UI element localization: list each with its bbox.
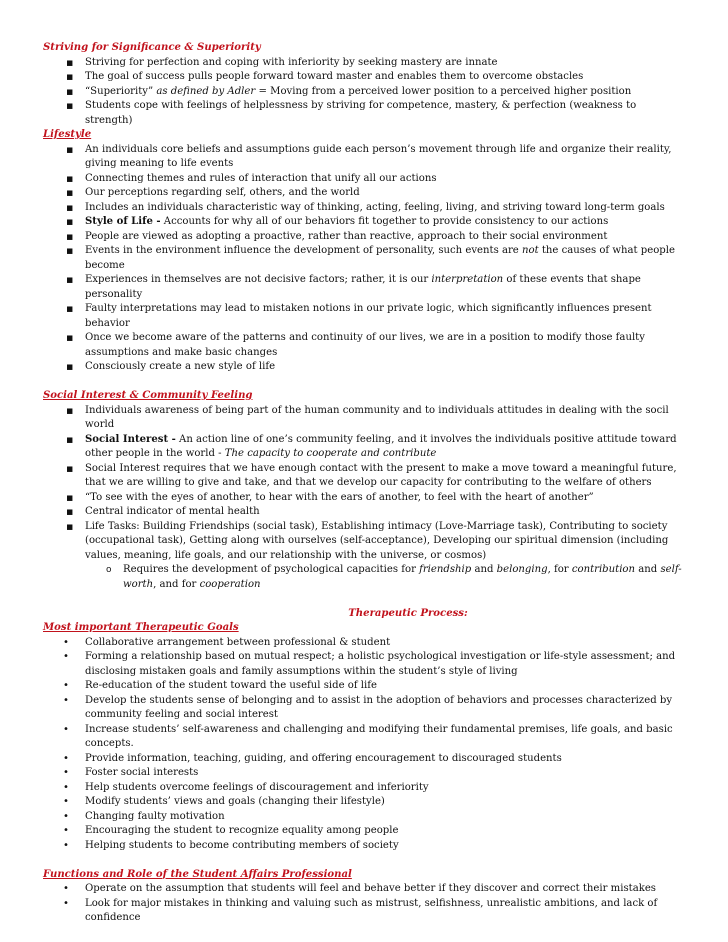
therapeutic-process-title: Therapeutic Process: — [348, 607, 468, 619]
functions-list — [43, 882, 683, 926]
social-interest-def: An action line of one’s community feeling, and it involves the individuals positive attitude toward other people in the world - — [85, 433, 677, 459]
list-item: • Operate on the assumption that students will feel and behave better if they discover and correct their mistakes — [43, 882, 683, 897]
list-item: ▪ Striving for perfection and coping with inferiority by seeking mastery are innate — [43, 56, 683, 71]
list-item: ▪ Life Tasks: Building Friendships (social task), Establishing intimacy (Love-Marriage task), Contributing to society (occupational task), Getting along with ourselves (self-acceptance), Developing our spiritual dimension (including values, meaning, life goals, and our relationship with the universe, or cosmos) — [43, 520, 683, 564]
sub-contribution: contribution — [571, 564, 636, 575]
events-a: Events in the environment influence the development of personality, such events are — [85, 245, 519, 256]
superiority-by: as defined by Adler — [156, 85, 256, 97]
list-item — [43, 273, 683, 302]
list-item: • Helping students to become contributing members of society — [43, 839, 683, 854]
list-item: ▪ Social Interest requires that we have enough contact with the present to make a move toward a meaningful future, that we are willing to give and take, and that we develop our capacity for contributing to the welfare of others — [43, 462, 683, 491]
section-heading-social: Social Interest & Community Feeling — [43, 390, 253, 401]
section-heading-lifestyle: Lifestyle — [43, 129, 92, 140]
exp-interpretation: interpretation — [431, 274, 504, 285]
list-item: • Look for major mistakes in thinking and valuing such as mistrust, selfishness, unrealistic ambitions, and lack of confidence — [43, 897, 683, 926]
sub-and: and — [474, 564, 494, 575]
section-heading-goals: Most important Therapeutic Goals — [43, 622, 239, 633]
exp-b: of these events that shape personality — [85, 274, 641, 300]
list-item: • Collaborative arrangement between professional & student — [43, 636, 683, 651]
sub-text: Requires the development of psychological capacities for — [123, 564, 416, 575]
section-heading-striving: Striving for Significance & Superiority — [43, 42, 261, 53]
sub-cooperation: cooperation — [199, 578, 261, 590]
list-item: • Provide information, teaching, guiding, and offering encouragement to discouraged students — [43, 752, 683, 767]
list-item: ▪ An individuals core beliefs and assumptions guide each person’s movement through life and organize their reality, giving meaning to life events — [43, 143, 683, 172]
list-item: ▪ “To see with the eyes of another, to hear with the ears of another, to feel with the heart of another” — [43, 491, 683, 506]
superiority-rest: = Moving from a perceived lower position to a perceived higher position — [258, 85, 632, 97]
sub-belonging: belonging — [496, 564, 548, 575]
list-item: ▪ Central indicator of mental health — [43, 505, 683, 520]
list-item: ▪ The goal of success pulls people forward toward master and enables them to overcome obstacles — [43, 70, 683, 85]
list-item: ▪ Individuals awareness of being part of the human community and to individuals attitudes in dealing with the socil world — [43, 404, 683, 433]
striving-list — [43, 56, 683, 129]
sub-self-worth: self-worth — [123, 564, 682, 590]
list-item: • Forming a relationship based on mutual respect; a holistic psychological investigation or life-style assessment; and disclosing mistaken goals and family assumptions within the student’s style of living — [43, 650, 683, 679]
goals-list — [43, 636, 683, 854]
superiority-quote: “Superiority” — [85, 85, 154, 97]
list-item: • Modify students’ views and goals (changing their lifestyle) — [43, 795, 683, 810]
list-item — [43, 85, 683, 100]
social-list — [43, 404, 683, 593]
document-page — [43, 41, 683, 926]
social-interest-term: Social Interest - — [85, 433, 176, 445]
list-item — [43, 433, 683, 462]
list-item — [43, 244, 683, 273]
list-item: • Changing faulty motivation — [43, 810, 683, 825]
list-item: ▪ Faulty interpretations may lead to mistaken notions in our private logic, which significantly influences present behavior — [43, 302, 683, 331]
list-item — [43, 215, 683, 230]
list-item: • Encouraging the student to recognize equality among people — [43, 824, 683, 839]
exp-a: Experiences in themselves are not decisive factors; rather, it is our — [85, 274, 429, 285]
style-of-life-def: Accounts for why all of our behaviors fit together to provide consistency to our actions — [163, 216, 609, 227]
therapeutic-process-heading — [43, 607, 683, 622]
list-item: • Help students overcome feelings of discouragement and inferiority — [43, 781, 683, 796]
list-item: • Develop the students sense of belonging and to assist in the adoption of behaviors and processes characterized by community feeling and social interest — [43, 694, 683, 723]
list-item: ▪ Connecting themes and rules of interaction that unify all our actions — [43, 172, 683, 187]
style-of-life-term: Style of Life - — [85, 216, 161, 227]
list-item: ▪ Includes an individuals characteristic way of thinking, acting, feeling, living, and striving toward long-term goals — [43, 201, 683, 216]
social-interest-capacity: The capacity to cooperate and contribute — [224, 448, 437, 459]
sub-and: and — [638, 564, 658, 575]
events-not: not — [522, 245, 539, 256]
sub-for: , for — [547, 564, 569, 575]
list-item: • Increase students’ self-awareness and challenging and modifying their fundamental premises, life goals, and basic concepts. — [43, 723, 683, 752]
list-item: ▪ Students cope with feelings of helplessness by striving for competence, mastery, & perfection (weakness to strength) — [43, 99, 683, 128]
section-heading-functions: Functions and Role of the Student Affairs Professional — [43, 868, 352, 880]
sub-friendship: friendship — [419, 564, 472, 575]
list-item: ▪ People are viewed as adopting a proactive, rather than reactive, approach to their social environment — [43, 230, 683, 245]
list-item: • Foster social interests — [43, 766, 683, 781]
list-item: ▪ Consciously create a new style of life — [43, 360, 683, 375]
list-item: • Re-education of the student toward the useful side of life — [43, 679, 683, 694]
events-b: the causes of what people become — [85, 245, 675, 271]
list-item: ▪ Once we become aware of the patterns and continuity of our lives, we are in a position to modify those faulty assumptions and make basic changes — [43, 331, 683, 360]
list-item: ▪ Our perceptions regarding self, others, and the world — [43, 186, 683, 201]
sub-and-for: , and for — [153, 578, 197, 590]
sub-list-item — [43, 563, 683, 592]
lifestyle-list — [43, 143, 683, 375]
